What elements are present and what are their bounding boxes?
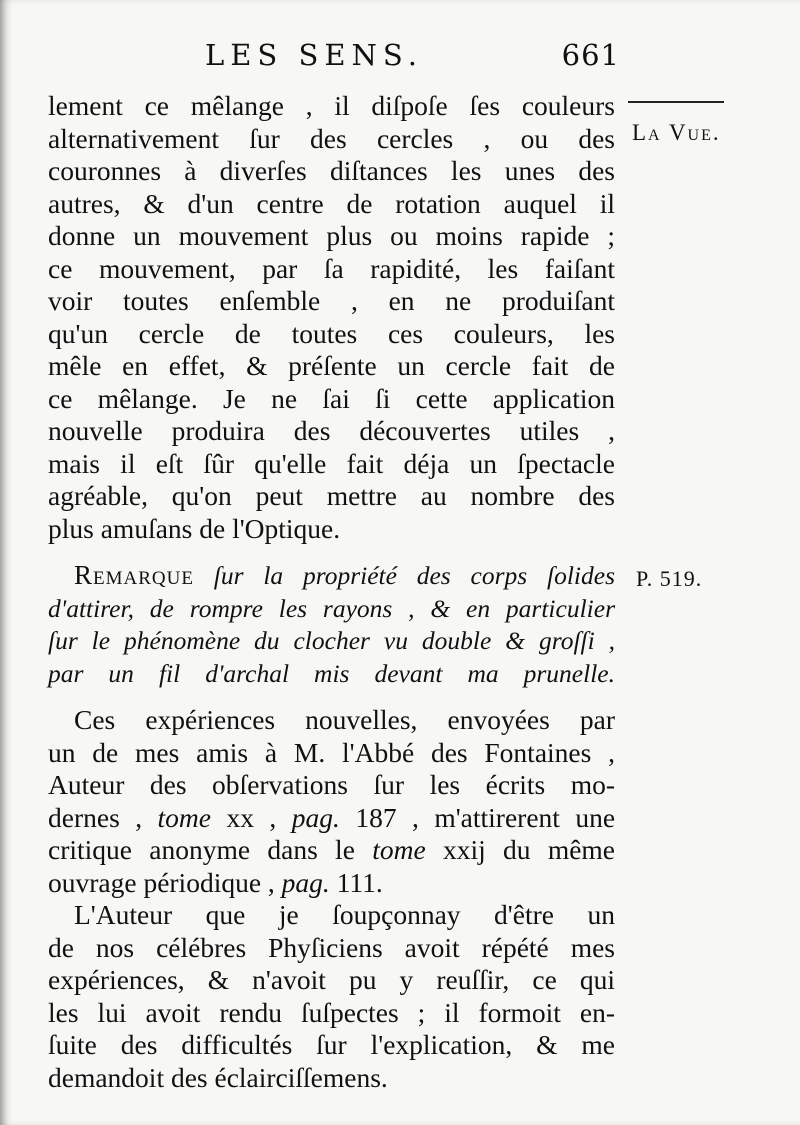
text-line bbox=[48, 867, 615, 900]
text-line bbox=[48, 834, 615, 867]
text-line: autres, & d'un centre de rotation auquel il bbox=[48, 187, 615, 219]
text-line: donne un mouvement plus ou moins rapide ; bbox=[48, 220, 615, 251]
body-text bbox=[48, 90, 615, 1094]
margin-note-section: La Vue. bbox=[632, 120, 721, 145]
text-span: xxij du même bbox=[442, 834, 616, 865]
text-line: de nos célébres Phyſiciens avoit répété mes bbox=[48, 931, 615, 963]
running-head bbox=[205, 38, 620, 78]
text-line: mêle en effet, & préſente un cercle fait de bbox=[48, 350, 615, 381]
text-line: les lui avoit rendu ſuſpectes ; il formoit en- bbox=[48, 996, 615, 1028]
text-span: 187 , m'attirerent une bbox=[355, 801, 616, 833]
text-line: expériences, & n'avoit pu y reuſſir, ce qui bbox=[48, 964, 615, 995]
running-title: LES SENS. bbox=[205, 38, 423, 72]
remark-heading bbox=[48, 559, 615, 690]
citation-italic: pag. bbox=[291, 801, 340, 833]
text-line: un de mes amis à M. l'Abbé des Fontaines , bbox=[48, 736, 615, 768]
text-span: critique anonyme dans le bbox=[48, 834, 355, 865]
remark-text: par un fil d'archal mis devant ma prunelle. bbox=[48, 658, 615, 688]
text-line: Auteur des obſervations ſur les écrits mo- bbox=[48, 769, 615, 800]
text-line: plus amuſans de l'Optique. bbox=[48, 512, 341, 544]
text-line: ce mêlange. Je ne ſai ſi cette application bbox=[48, 382, 615, 414]
text-line: agréable, qu'on peut mettre au nombre des bbox=[48, 480, 615, 511]
text-span: dernes , bbox=[48, 801, 143, 833]
text-line: alternativement ſur des cercles , ou des bbox=[48, 122, 615, 154]
text-span: 111. bbox=[336, 866, 383, 898]
paragraph-3 bbox=[48, 899, 615, 1094]
citation-italic: tome bbox=[372, 834, 426, 865]
remark-text: d'attirer, de rompre les rayons , & en particulier bbox=[48, 593, 615, 623]
text-line bbox=[48, 802, 615, 835]
paragraph-1 bbox=[48, 90, 615, 545]
citation-italic: tome bbox=[157, 801, 212, 833]
text-line: mais il eſt ſûr qu'elle fait déja un ſpectacle bbox=[48, 447, 615, 479]
text-line: L'Auteur que je ſoupçonnay d'être un bbox=[74, 899, 615, 930]
text-line: qu'un cercle de toutes ces couleurs, les bbox=[48, 317, 615, 349]
margin-rule bbox=[628, 101, 724, 103]
text-line: lement ce mêlange , il diſpoſe ſes couleurs bbox=[48, 90, 615, 121]
text-span: xx , bbox=[226, 801, 277, 833]
margin-note-page-ref: P. 519. bbox=[636, 566, 703, 591]
text-line: nouvelle produira des découvertes utiles , bbox=[48, 415, 615, 446]
citation-italic: pag. bbox=[281, 866, 330, 898]
remark-text: ſur la propriété des corps ſolides bbox=[213, 561, 616, 590]
remark-text: ſur le phénomène du clocher vu double & groſſi , bbox=[48, 626, 615, 655]
page-number: 661 bbox=[561, 38, 620, 72]
text-line: voir toutes enſemble , en ne produiſant bbox=[48, 285, 615, 316]
text-line: ce mouvement, par ſa rapidité, les faiſant bbox=[48, 252, 615, 284]
text-line: demandoit des éclairciſſemens. bbox=[48, 1061, 388, 1093]
text-line: couronnes à diverſes diſtances les unes des bbox=[48, 155, 615, 186]
text-line: Ces expériences nouvelles, envoyées par bbox=[74, 704, 615, 735]
text-line: ſuite des difficultés ſur l'explication, & me bbox=[48, 1029, 615, 1060]
paragraph-2 bbox=[48, 704, 615, 899]
text-span: ouvrage périodique , bbox=[48, 866, 275, 898]
remark-label: Remarque bbox=[74, 560, 194, 590]
